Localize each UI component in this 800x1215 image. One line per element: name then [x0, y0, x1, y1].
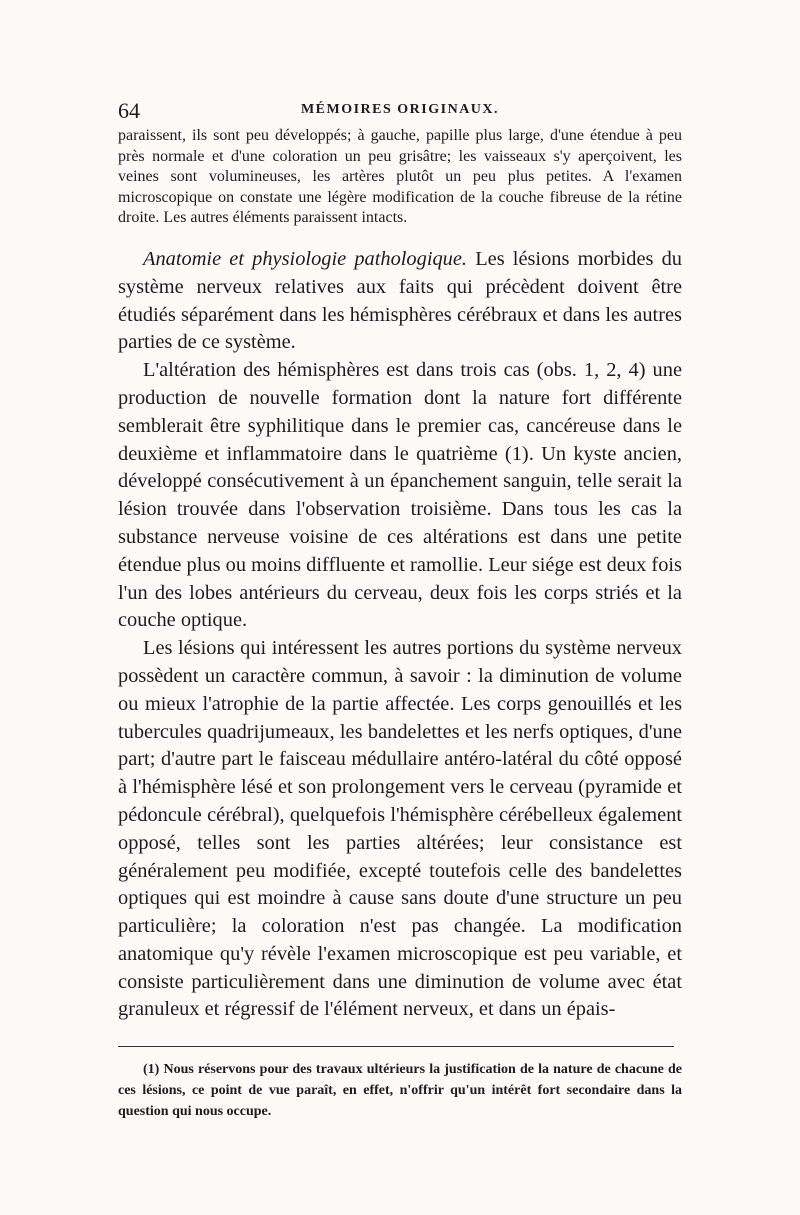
intro-paragraph: paraissent, ils sont peu développés; à gauche, papille plus large, d'une étendue à peu près normale et d'une coloration un peu grisâtre; les vaisseaux s'y aperçoivent, les veines sont volumineuses, les artères plutôt un peu plus petites. A l'examen microscopique on constate une légère modification de la couche fibreuse de la rétine droite. Les autres éléments paraissent intacts. [118, 127, 682, 227]
alteration-paragraph: L'altération des hémisphères est dans trois cas (obs. 1, 2, 4) une production de nouvelle formation dont la nature fort différente semblerait être syphilitique dans le premier cas, cancéreuse dans le deuxième et inflammatoire dans le quatrième (1). Un kyste ancien, développé consécutivement à un épanchement sanguin, telle serait la lésion trouvée dans l'observation troisième. Dans tous les cas la substance nerveuse voisine de ces altérations est dans une petite étendue plus ou moins diffluente et ramollie. Leur siége est deux fois l'un des lobes antérieurs du cerveau, deux fois les corps striés et la couche optique. [118, 359, 682, 632]
lesions-paragraph: Les lésions qui intéressent les autres portions du système nerveux possèdent un caractère commun, à savoir : la diminution de volume ou mieux l'atrophie de la partie affectée. Les corps genouillés et les tubercules quadrijumeaux, les bandelettes et les nerfs optiques, d'une part; d'autre part le faisceau médullaire antéro-latéral du côté opposé à l'hémisphère lésé et son prolongement vers le cerveau (pyramide et pédoncule cérébral), quelquefois l'hémisphère cérébelleux également opposé, telles sont les parties altérées; leur consistance est généralement peu modifiée, excepté toutefois celle des bandelettes optiques qui est moindre à cause sans doute d'une structure un peu particulière; la coloration n'est pas changée. La modification anatomique qu'y révèle l'examen microscopique est peu variable, et consiste particulièrement dans une diminution de volume avec état granuleux et régressif de l'élément nerveux, et dans un épais- [118, 637, 682, 1021]
anatomie-paragraph [118, 246, 682, 357]
section-title: Anatomie et physiologie pathologique. [143, 247, 468, 270]
anatomie-text: Les lésions morbides du système nerveux relatives aux faits qui précèdent doivent être étudiés séparément dans les hémisphères cérébraux et dans les autres parties de ce système. [118, 247, 682, 354]
footnote-rule [118, 1046, 674, 1047]
footnote: (1) Nous réservons pour des travaux ultérieurs la justification de la nature de chacune de ces lésions, ce point de vue paraît, en effet, n'offrir qu'un intérêt fort secondaire dans la question qui nous occupe. [118, 1062, 682, 1120]
page-header [118, 98, 682, 126]
running-title: MÉMOIRES ORIGINAUX. [300, 102, 500, 117]
page-number: 64 [118, 98, 140, 123]
page [118, 98, 682, 1122]
